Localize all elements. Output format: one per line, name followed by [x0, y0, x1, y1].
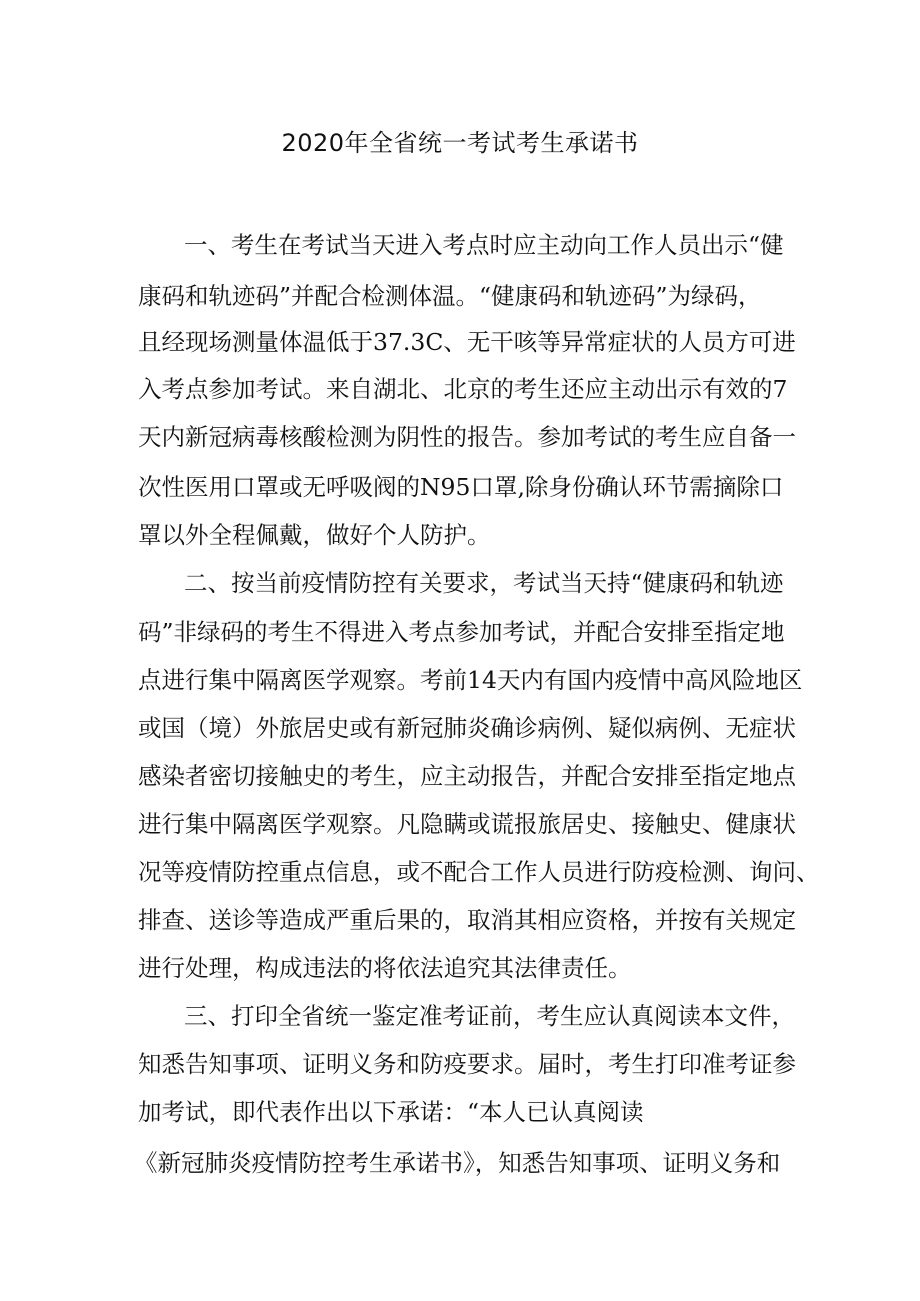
- paragraph-2-line-4: 或国（境）外旅居史或有新冠肺炎确诊病例、疑似病例、无症状: [138, 714, 796, 742]
- paragraph-2-line-2: 码”非绿码的考生不得进入考点参加考试，并配合安排至指定地: [138, 618, 785, 646]
- paragraph-1-line-7: 罩以外全程佩戴，做好个人防护。: [138, 521, 491, 549]
- paragraph-2-line-3: 点进行集中隔离医学观察。考前14天内有国内疫情中高风险地区: [138, 666, 803, 694]
- paragraph-3-line-3: 加考试，即代表作出以下承诺：“本人已认真阅读: [138, 1098, 644, 1126]
- paragraph-2-line-5: 感染者密切接触史的考生，应主动报告，并配合安排至指定地点: [138, 762, 796, 790]
- paragraph-1-line-4: 入考点参加考试。来自湖北、北京的考生还应主动出示有效的7: [138, 375, 788, 403]
- document-title: 2020年全省统一考试考生承诺书: [281, 129, 639, 157]
- paragraph-3-line-1: 三、打印全省统一鉴定准考证前，考生应认真阅读本文件，: [184, 1002, 795, 1030]
- paragraph-1-line-1: 一、考生在考试当天进入考点时应主动向工作人员出示“健: [184, 231, 784, 259]
- paragraph-2-line-1: 二、按当前疫情防控有关要求，考试当天持“健康码和轨迹: [184, 569, 784, 597]
- paragraph-1-line-3: 且经现场测量体温低于37.3C、无干咳等异常症状的人员方可进: [138, 328, 796, 356]
- paragraph-3-line-4: 《新冠肺炎疫情防控考生承诺书》，知悉告知事项、证明义务和: [134, 1149, 781, 1177]
- paragraph-1-line-5: 天内新冠病毒核酸检测为阴性的报告。参加考试的考生应自备一: [138, 423, 796, 451]
- paragraph-2-line-8: 排查、送诊等造成严重后果的，取消其相应资格，并按有关规定: [138, 906, 796, 934]
- paragraph-2-line-6: 进行集中隔离医学观察。凡隐瞒或谎报旅居史、接触史、健康状: [138, 810, 796, 838]
- paragraph-3-line-2: 知悉告知事项、证明义务和防疫要求。届时，考生打印准考证参: [138, 1050, 796, 1078]
- paragraph-1-line-2: 康码和轨迹码”并配合检测体温。“健康码和轨迹码”为绿码，: [138, 282, 762, 310]
- paragraph-1-line-6: 次性医用口罩或无呼吸阀的N95口罩,除身份确认环节需摘除口: [138, 473, 784, 501]
- paragraph-2-line-7: 况等疫情防控重点信息，或不配合工作人员进行防疫检测、询问、: [138, 858, 820, 886]
- paragraph-2-line-9: 进行处理，构成违法的将依法追究其法律责任。: [138, 954, 632, 982]
